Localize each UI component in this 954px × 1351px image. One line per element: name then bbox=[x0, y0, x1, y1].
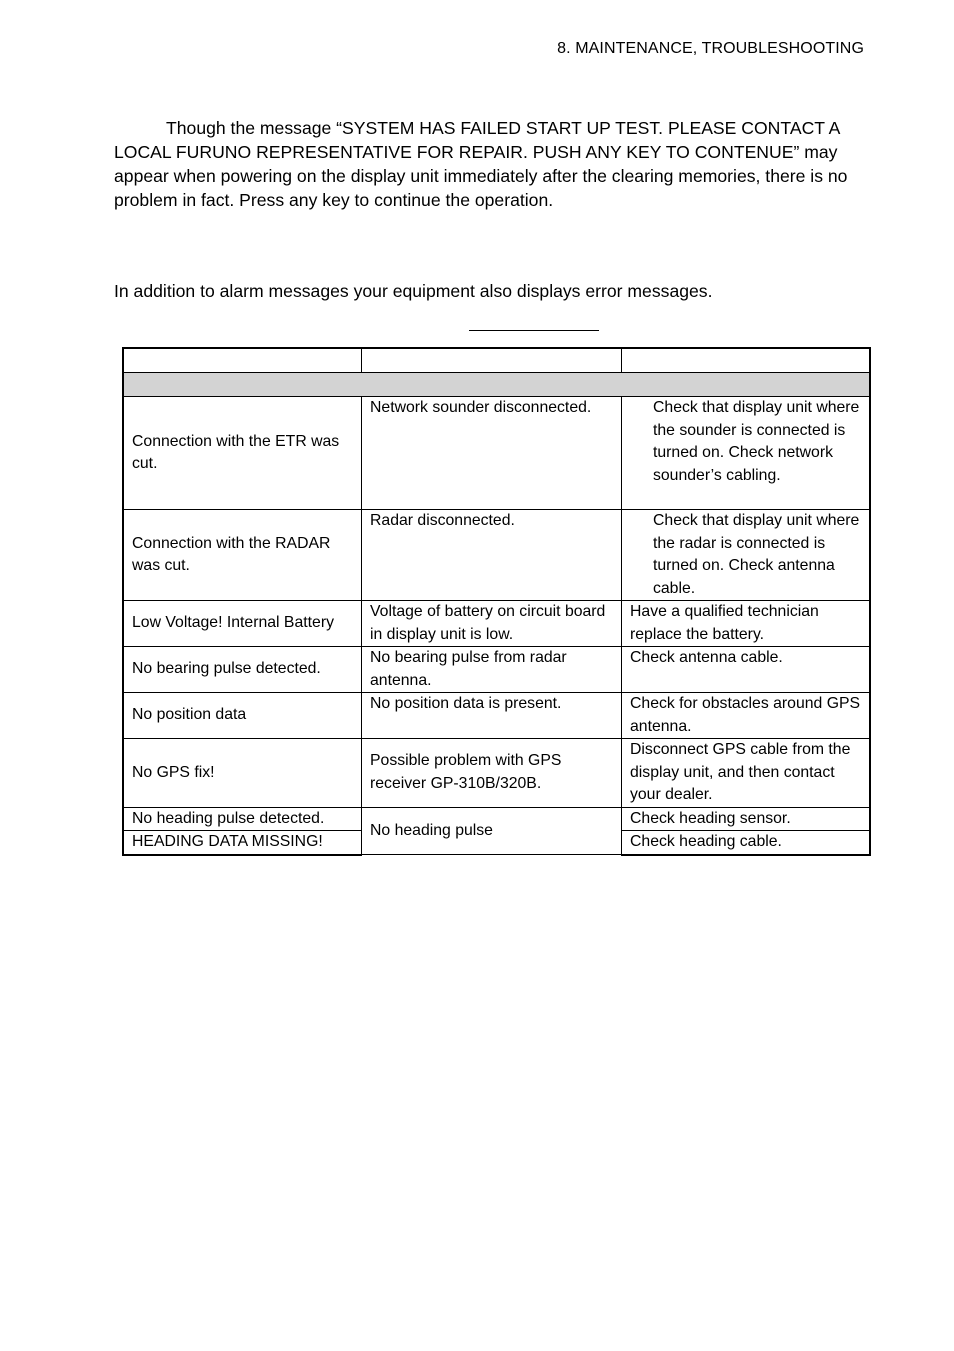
error-remedy-cell: Disconnect GPS cable from the display unit, and then contact your dealer. bbox=[622, 739, 871, 808]
error-remedy-cell: Check antenna cable. bbox=[622, 647, 871, 693]
error-message-cell: Low Voltage! Internal Battery bbox=[123, 601, 362, 647]
error-remedy-cell: Check heading cable. bbox=[622, 831, 871, 855]
table-row bbox=[123, 693, 870, 739]
error-meaning-cell: Network sounder disconnected. bbox=[362, 397, 622, 510]
error-message-cell: Connection with the ETR was cut. bbox=[123, 397, 362, 510]
table-category-band bbox=[123, 373, 870, 397]
error-message-cell: Connection with the RADAR was cut. bbox=[123, 510, 362, 601]
header-cell-message bbox=[123, 348, 362, 373]
table-row bbox=[123, 739, 870, 808]
category-band-cell bbox=[123, 373, 870, 397]
table-row bbox=[123, 601, 870, 647]
page-header: 8. MAINTENANCE, TROUBLESHOOTING bbox=[557, 40, 864, 57]
table-row bbox=[123, 647, 870, 693]
error-meaning-cell: No bearing pulse from radar antenna. bbox=[362, 647, 622, 693]
error-meaning-cell: No heading pulse bbox=[362, 807, 622, 855]
error-messages-intro: In addition to alarm messages your equipment also displays error messages. bbox=[114, 281, 713, 301]
error-remedy-cell: Check that display unit where the sounder is connected is turned on. Check network sounder’s cabling. bbox=[622, 397, 871, 510]
error-remedy-cell: Check that display unit where the radar is connected is turned on. Check antenna cable. bbox=[622, 510, 871, 601]
table-row bbox=[123, 807, 870, 831]
table-header-row bbox=[123, 348, 870, 373]
startup-test-note: Though the message “SYSTEM HAS FAILED START UP TEST. PLEASE CONTACT A LOCAL FURUNO REPRESENTATIVE FOR REPAIR. PUSH ANY KEY TO CONTENUE” may appear when powering on the display unit immediately after the clearing memories, there is no problem in fact. Press any key to continue the operation. bbox=[114, 118, 848, 210]
error-message-cell: No position data bbox=[123, 693, 362, 739]
table-row bbox=[123, 397, 870, 510]
error-meaning-cell: Possible problem with GPS receiver GP-310B/320B. bbox=[362, 739, 622, 808]
error-message-table bbox=[122, 347, 871, 856]
header-cell-meaning bbox=[362, 348, 622, 373]
error-remedy-cell: Check heading sensor. bbox=[622, 807, 871, 831]
table-title-underline bbox=[469, 330, 599, 331]
error-remedy-cell: Have a qualified technician replace the battery. bbox=[622, 601, 871, 647]
error-meaning-cell: Radar disconnected. bbox=[362, 510, 622, 601]
error-message-cell: No heading pulse detected. bbox=[123, 807, 362, 831]
table-row bbox=[123, 510, 870, 601]
header-cell-remedy bbox=[622, 348, 871, 373]
error-meaning-cell: Voltage of battery on circuit board in display unit is low. bbox=[362, 601, 622, 647]
error-remedy-cell: Check for obstacles around GPS antenna. bbox=[622, 693, 871, 739]
error-meaning-cell: No position data is present. bbox=[362, 693, 622, 739]
error-message-cell: HEADING DATA MISSING! bbox=[123, 831, 362, 855]
error-message-cell: No GPS fix! bbox=[123, 739, 362, 808]
error-message-cell: No bearing pulse detected. bbox=[123, 647, 362, 693]
